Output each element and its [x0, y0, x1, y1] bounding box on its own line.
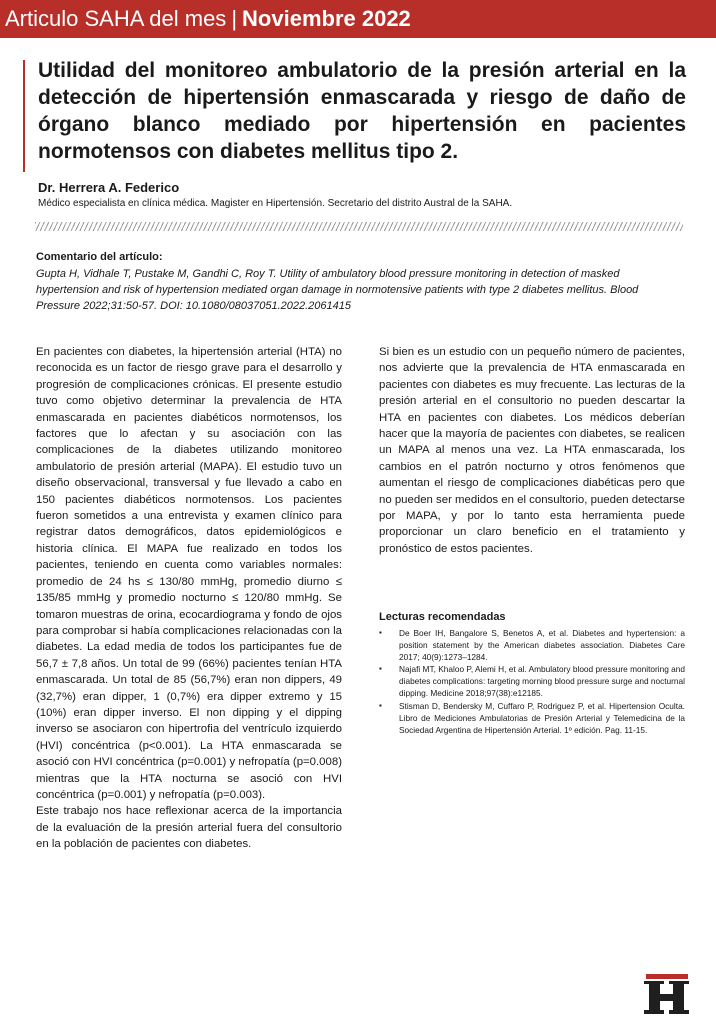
reading-text: Najafi MT, Khaloo P, Alemi H, et al. Ambulatory blood pressure monitoring and diabetes complications: targeting morning blood pressure surge and nocturnal dipping. Medicine 2018;97(38):e12185.: [399, 664, 685, 699]
readings-list: [379, 627, 685, 736]
comment-reference: Gupta H, Vidhale T, Pustake M, Gandhi C, Roy T. Utility of ambulatory blood pressure monitoring in detection of masked hypertension and risk of hypertension mediated organ damage in normotensive patients with type 2 diabetes mellitus. Blood Pressure 2022;31:50-57. DOI: 10.1080/08037051.2022.2061415: [36, 268, 639, 312]
reading-text: De Boer IH, Bangalore S, Benetos A, et al. Diabetes and hypertension: a position statement by the American diabetes association. Diabetes Care 2017; 40(9):1273–1284.: [399, 628, 685, 663]
readings-title: Lecturas recomendadas: [379, 611, 506, 623]
header-month: Noviembre 2022: [242, 6, 411, 31]
header-separator: |: [231, 6, 238, 31]
hatched-divider: [35, 222, 683, 231]
reading-item: [379, 663, 685, 699]
reading-item: [379, 700, 685, 736]
reading-item: [379, 627, 685, 663]
header-label: Articulo SAHA del mes: [5, 6, 227, 31]
reading-text: Stisman D, Bendersky M, Cuffaro P, Rodriguez P, et al. Hipertension Oculta. Libro de Mediciones Ambulatorias de Presión Arterial y Telemedicina de la Sociedad Argentina de Hipertensión Arterial. 1º edición. Pag. 11-15.: [399, 700, 685, 735]
body-paragraph: En pacientes con diabetes, la hipertensión arterial (HTA) no reconocida es un factor de riesgo grave para el desarrollo y progresión de complicaciones crónicas. El presente estudio tuvo como objetivo determinar la prevalencia de HTA enmascarada en pacientes diabéticos normotensos, los factores que lo afectan y su asociación con las complicaciones de la diabetes utilizando monitoreo ambulatorio de presión arterial (MAPA). El estudio tuvo un diseño observacional, transversal y fue llevado a cabo en 150 pacientes diabéticos normotensos. Los pacientes fueron sometidos a una entrevista y examen clínico para registrar datos demográficos, datos epidemiológicos e historia clínica. El MAPA fue realizado en todos los pacientes, teniendo en cuenta como variables normales: promedio de 24 hs ≤ 130/80 mmHg, promedio diurno ≤ 135/85 mmHg y promedio nocturno ≤ 120/80 mmHg. Se tomaron muestras de orina, ecocardiograma y fondo de ojos para comprobar si había complicaciones relacionadas con la diabetes. La edad media de todos los participantes fue de 56,7 ± 7,8 años. Un total de 99 (66%) pacientes tenían HTA enmascarada. Un total de 85 (56,7%) eran non dippers, 49 (32,7%) eran dipper, 1 (0,7%) era dipper extremo y 15 (10%) eran dipper inverso. El non dipping y el dipping inverso se asociaron con hipertrofia del ventrículo izquierdo (HVI) concéntrica (p<0.001). La HTA enmascarada se asoció con HVI concéntrica (p=0.001) y nefropatía (p=0.008) mientras que la HTA nocturna se asoció con HVI concéntrica (p=0.001) y nefropatía (p=0.003).: [36, 346, 342, 801]
bullet-icon: ▪: [379, 664, 382, 674]
author-name: Dr. Herrera A. Federico: [38, 180, 180, 195]
header-bar: [0, 0, 716, 38]
bullet-icon: ▪: [379, 700, 382, 710]
comment-label: Comentario del artículo:: [36, 251, 163, 263]
title-accent-rule: [23, 60, 25, 172]
h-logo-icon: [643, 972, 691, 1014]
bullet-icon: ▪: [379, 628, 382, 637]
author-description: Médico especialista en clínica médica. Magister en Hipertensión. Secretario del distrito Austral de la SAHA.: [38, 198, 513, 209]
right-column: [379, 344, 685, 557]
article-title: Utilidad del monitoreo ambulatorio de la presión arterial en la detección de hipertensión enmascarada y riesgo de daño de órgano blanco mediado por hipertensión en pacientes normotensos con diabetes mellitus tipo 2.: [38, 59, 686, 163]
left-column: [36, 344, 342, 853]
body-paragraph: Este trabajo nos hace reflexionar acerca de la importancia de la evaluación de la presión arterial fuera del consultorio en la población de pacientes con diabetes.: [36, 805, 342, 851]
body-paragraph: Si bien es un estudio con un pequeño número de pacientes, nos advierte que la prevalencia de HTA enmascarada en pacientes con diabetes es muy frecuente. Las lecturas de la presión arterial en el consultorio no pueden descartar la HTA en pacientes con diabetes. Los médicos deberían hacer que la mayoría de pacientes con diabetes, se realicen un MAPA al menos una vez. La HTA enmascarada, los cambios en el patrón nocturno y otros fenómenos que aumentan el riesgo de complicaciones diabéticas pero que no pueden ser medidos en el consultorio, pueden detectarse por MAPA, y por lo tanto esta herramienta puede proporcionar un claro beneficio en el tratamiento y pronóstico de estos pacientes.: [379, 346, 685, 555]
